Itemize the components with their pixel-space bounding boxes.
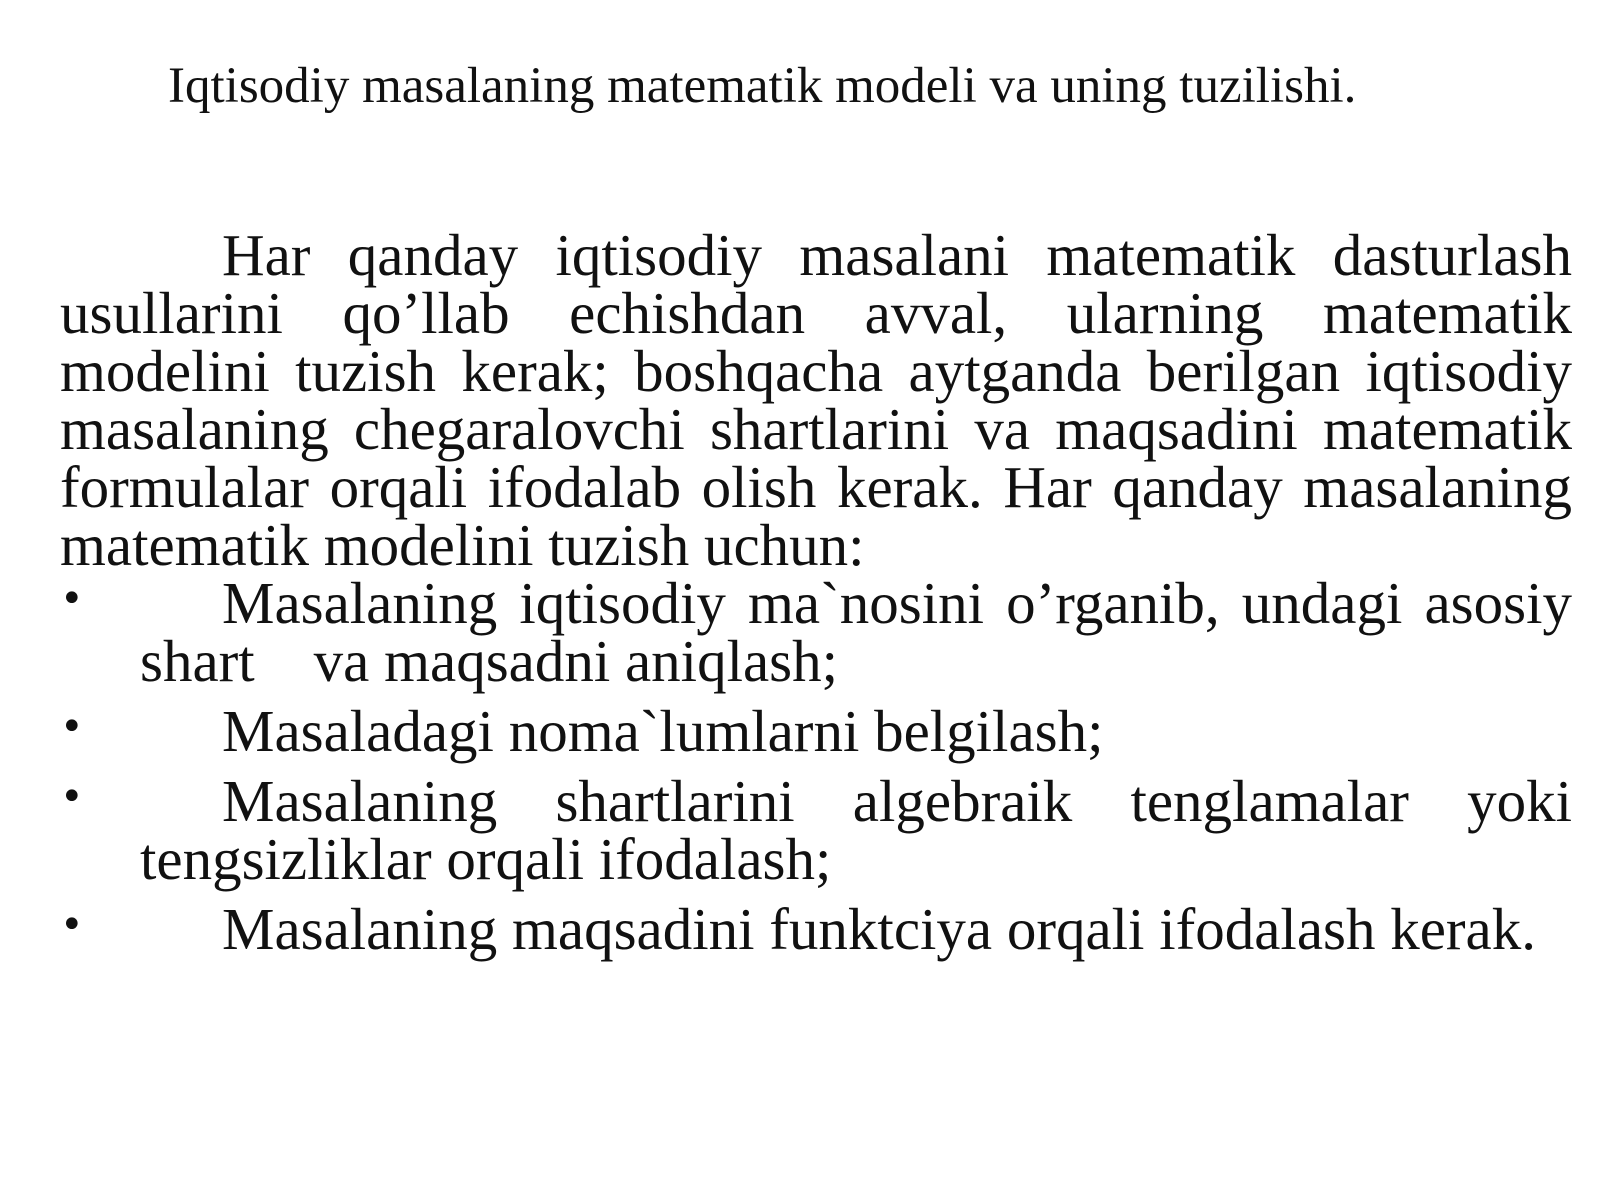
slide-title: Iqtisodiy masalaning matematik modeli va uning tuzilishi. <box>168 58 1357 114</box>
bullet-icon: • <box>60 704 84 750</box>
slide-body <box>60 222 1587 962</box>
intro-paragraph: Har qanday iqtisodiy masalani matematik dasturlash usullarini qo’llab echishdan avval, ularning matematik modelini tuzish kerak; boshqacha aytganda berilgan iqtisodiy masalaning chegaralovchi shartlarini va maqsadini matematik formulalar orqali ifodalab olish kerak. Har qanday masalaning matematik modelini tuzish uchun: <box>60 222 1572 578</box>
list-item-text: Masalaning maqsadini funktciya orqali ifodalash kerak. <box>222 896 1536 962</box>
list-item-text: Masaladagi noma`lumlarni belgilash; <box>222 698 1104 764</box>
list-item <box>60 768 1572 892</box>
list-item-text: Masalaning iqtisodiy ma`nosini o’rganib, undagi asosiy shart va maqsadni aniqlash; <box>140 570 1587 694</box>
bullet-icon: • <box>60 902 84 948</box>
bullet-icon: • <box>60 774 84 820</box>
list-item <box>60 570 1587 694</box>
list-item <box>60 896 1572 962</box>
bullet-icon: • <box>60 576 84 622</box>
list-item <box>60 698 1572 764</box>
list-item-text: Masalaning shartlarini algebraik tenglamalar yoki tengsizliklar orqali ifodalash; <box>140 768 1572 892</box>
bullet-list <box>60 570 1587 962</box>
